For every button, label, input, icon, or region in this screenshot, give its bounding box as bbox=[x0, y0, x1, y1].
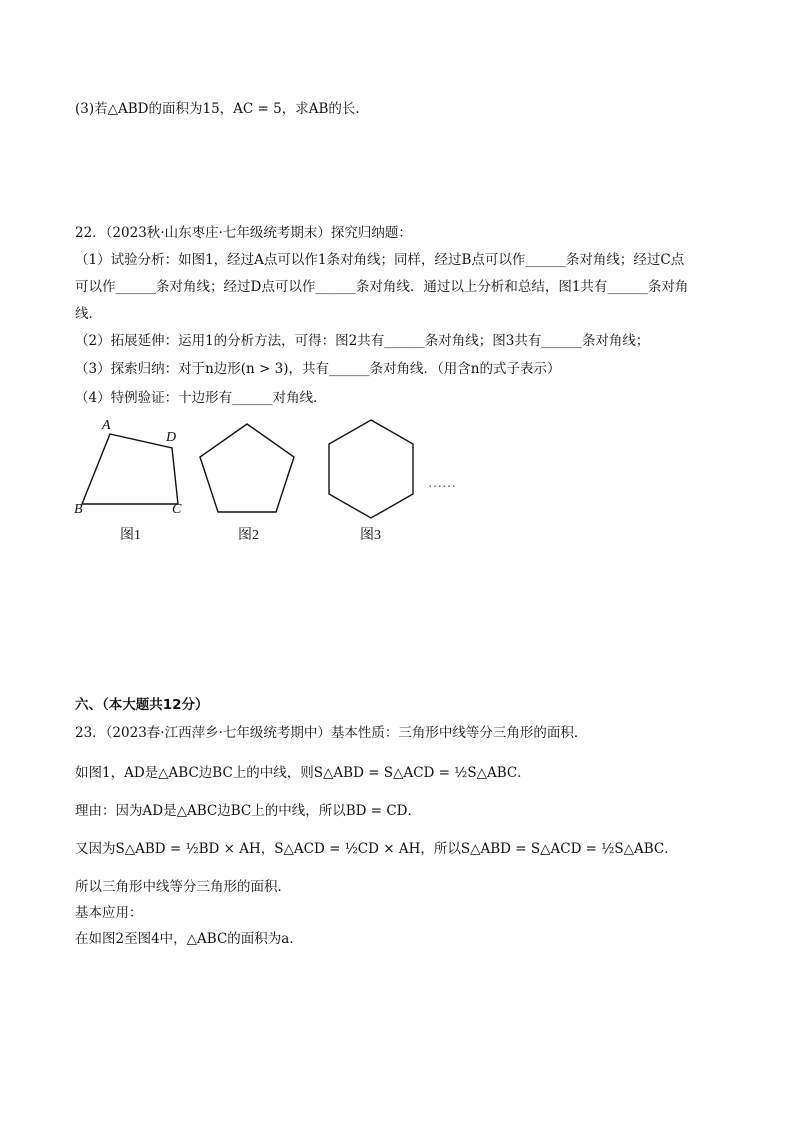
section6-title: 六、（本大题共12分） bbox=[75, 697, 209, 713]
vertex-c-label: C bbox=[172, 502, 182, 517]
figure2-pentagon bbox=[195, 418, 305, 518]
q22-header: 22．（2023秋·山东枣庄·七年级统考期末）探究归纳题： bbox=[75, 225, 412, 241]
q22-part2: （2）拓展延伸：运用1的分析方法，可得：图2共有______条对角线；图3共有______条对角线； bbox=[75, 333, 650, 349]
figure3-caption: 图3 bbox=[360, 528, 381, 543]
figure-ellipsis: …… bbox=[428, 476, 456, 491]
q23-line6: 在如图2至图4中，△ABC的面积为a． bbox=[75, 931, 303, 947]
q22-part1-line3: 线． bbox=[75, 306, 102, 322]
figure3-hexagon bbox=[325, 416, 425, 522]
q22-part1-line2: 可以作______条对角线；经过D点可以作______条对角线．通过以上分析和总结，图1共有______条对角 bbox=[75, 279, 689, 295]
vertex-b-label: B bbox=[74, 502, 83, 517]
q23-line4: 所以三角形中线等分三角形的面积． bbox=[75, 879, 291, 895]
figure1-caption: 图1 bbox=[120, 528, 141, 543]
vertex-d-label: D bbox=[166, 430, 177, 445]
vertex-a-label: A bbox=[102, 418, 111, 433]
q23-line2: 理由：因为AD是△ABC边BC上的中线，所以BD = CD． bbox=[75, 803, 421, 819]
q21-part3: (3)若△ABD的面积为15，AC = 5，求AB的长. bbox=[75, 101, 360, 117]
q22-part3: （3）探索归纳：对于n边形(n > 3)，共有______条对角线．（用含n的式子表示） bbox=[75, 361, 561, 377]
q23-line1: 如图1，AD是△ABC边BC上的中线，则S△ABD = S△ACD = ½S△ABC． bbox=[75, 765, 531, 781]
q23-header: 23．（2023春·江西萍乡·七年级统考期中）基本性质：三角形中线等分三角形的面积． bbox=[75, 725, 588, 741]
q23-line3: 又因为S△ABD = ½BD × AH，S△ACD = ½CD × AH，所以S△ABD = S△ACD = ½S△ABC． bbox=[75, 841, 678, 857]
q22-part4: （4）特例验证：十边形有______对角线． bbox=[75, 390, 327, 406]
q23-line5: 基本应用： bbox=[75, 905, 143, 921]
q22-part1-line1: （1）试验分析：如图1，经过A点可以作1条对角线；同样，经过B点可以作______条对角线；经过C点 bbox=[75, 252, 685, 268]
figure2-caption: 图2 bbox=[238, 528, 259, 543]
